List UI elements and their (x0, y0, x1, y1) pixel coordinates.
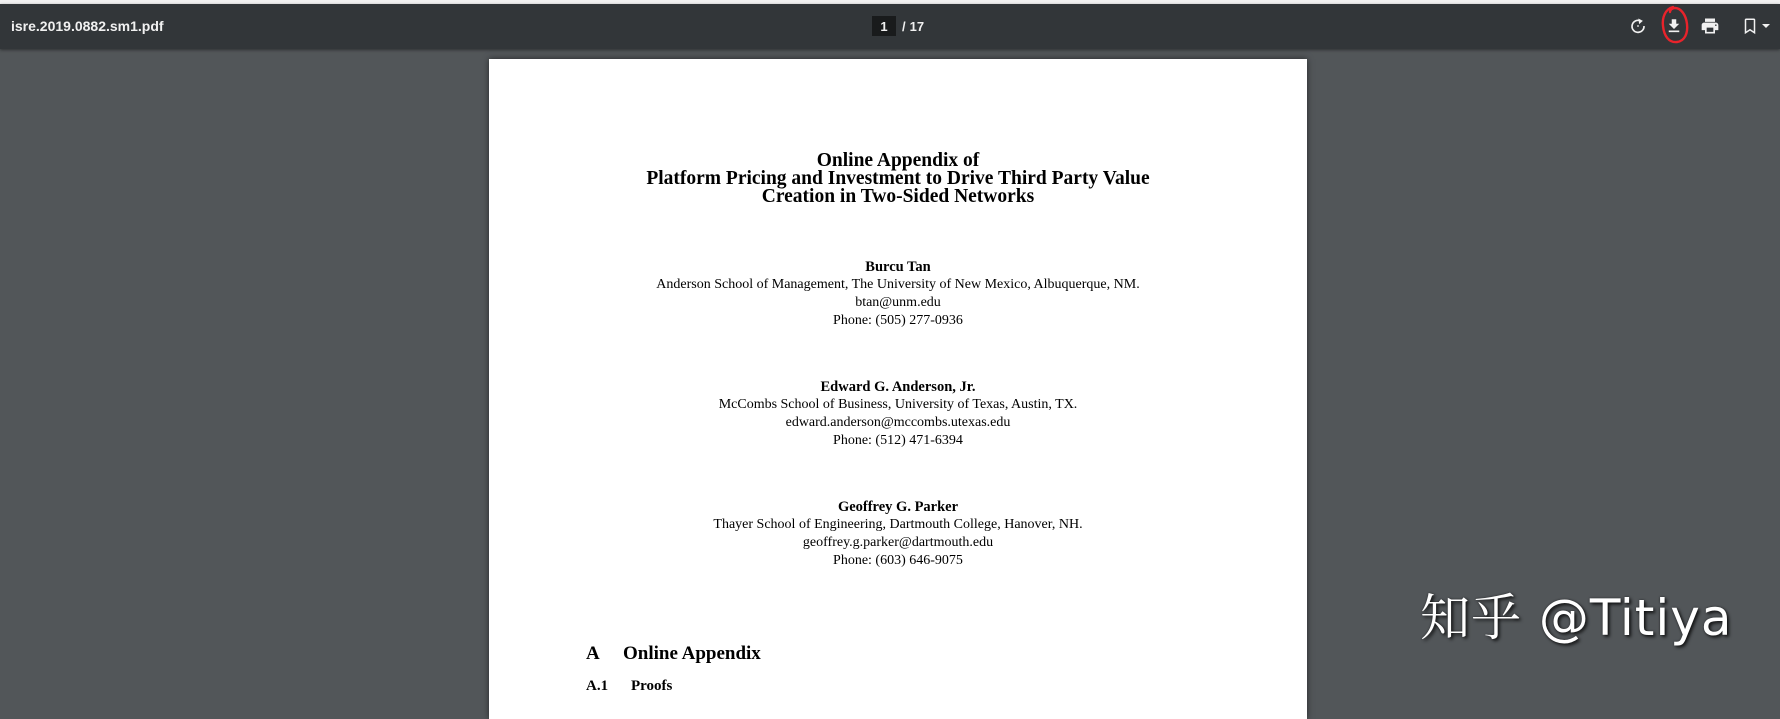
bookmark-icon (1741, 17, 1759, 35)
section-heading (586, 643, 761, 665)
author-affiliation: McCombs School of Business, University of Texas, Austin, TX. (718, 397, 1078, 412)
author-email: btan@unm.edu (855, 295, 941, 310)
print-button[interactable] (1692, 8, 1728, 44)
print-icon (1700, 16, 1720, 36)
file-title: isre.2019.0882.sm1.pdf (11, 18, 164, 34)
author-email: geoffrey.g.parker@dartmouth.edu (802, 535, 994, 550)
pdf-page (489, 59, 1307, 719)
author-phone: Phone: (603) 646-9075 (833, 553, 963, 568)
author-phone: Phone: (512) 471-6394 (833, 433, 963, 448)
author-email: edward.anderson@mccombs.utexas.edu (785, 415, 1011, 430)
rotate-icon (1629, 17, 1647, 35)
subsection-number: A.1 (586, 678, 609, 694)
download-button[interactable] (1656, 8, 1692, 44)
watermark-text: 知乎 @Titiya (1420, 589, 1733, 647)
download-icon (1665, 17, 1683, 35)
page-total: 17 (909, 18, 925, 34)
author-name: Burcu Tan (865, 259, 931, 275)
page-separator: / (902, 18, 906, 34)
rotate-button[interactable] (1620, 8, 1656, 44)
page-navigation (872, 14, 924, 38)
section-title: Online Appendix (623, 643, 761, 664)
document-title-line-1: Online Appendix of (816, 150, 980, 171)
subsection-heading (586, 678, 672, 695)
document-title-line-2: Platform Pricing and Investment to Drive Third Party Value (646, 168, 1150, 189)
author-phone: Phone: (505) 277-0936 (833, 313, 963, 328)
author-name: Geoffrey G. Parker (837, 499, 959, 515)
pdf-toolbar (0, 4, 1780, 49)
author-affiliation: Anderson School of Management, The University of New Mexico, Albuquerque, NM. (656, 277, 1140, 292)
section-number: A (586, 643, 600, 664)
subsection-title: Proofs (631, 678, 673, 694)
document-title-line-3: Creation in Two-Sided Networks (761, 186, 1035, 207)
page-number-input[interactable] (872, 16, 896, 36)
author-name: Edward G. Anderson, Jr. (820, 379, 976, 395)
chevron-down-icon (1761, 21, 1771, 31)
author-affiliation: Thayer School of Engineering, Dartmouth College, Hanover, NH. (713, 517, 1083, 532)
bookmark-button[interactable] (1734, 8, 1778, 44)
